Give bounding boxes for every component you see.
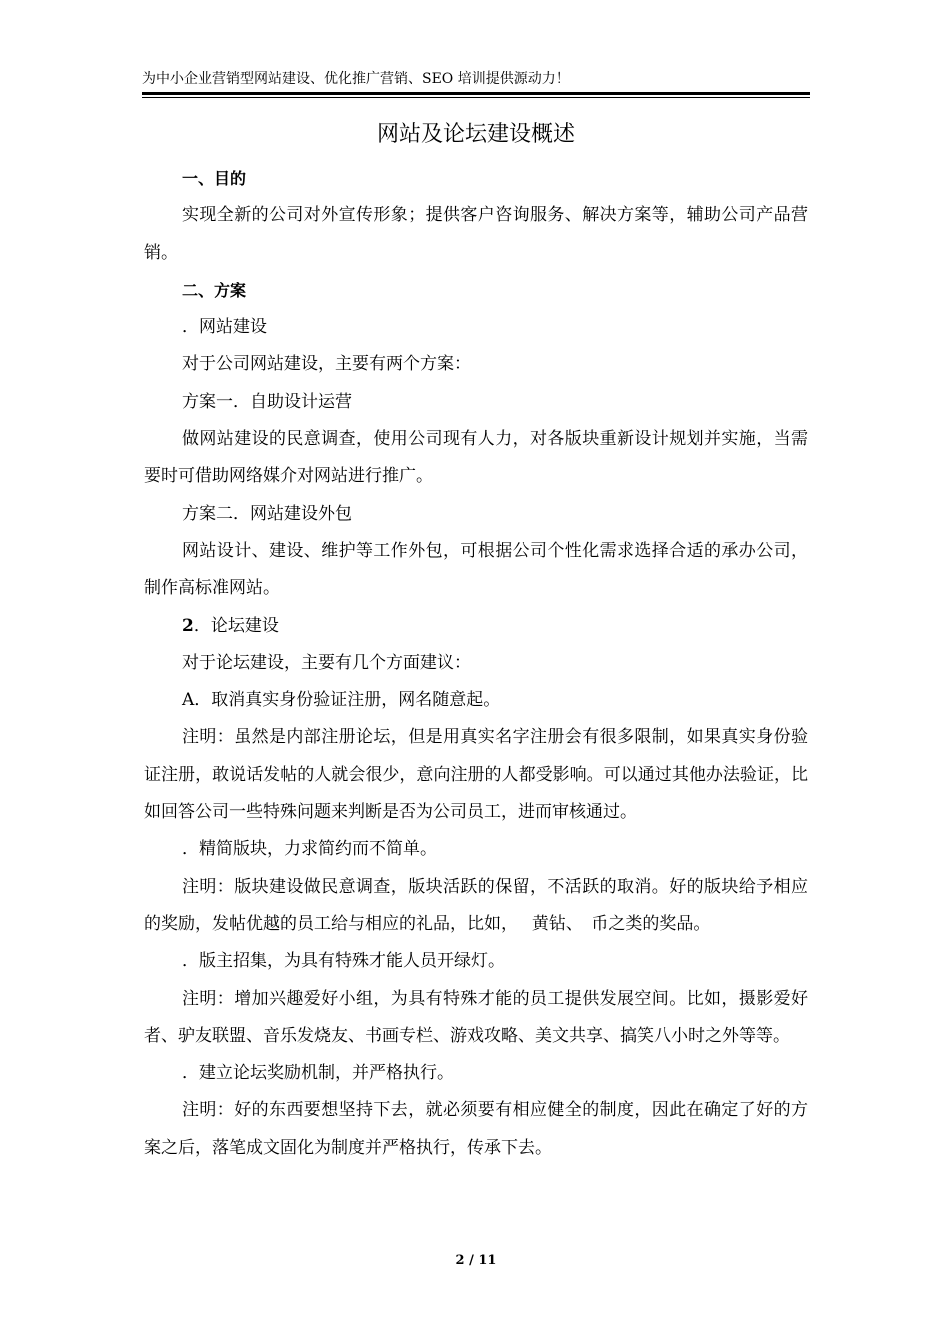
suggestion-a-note: 注明：虽然是内部注册论坛，但是用真实名字注册会有很多限制，如果真实身份验证注册，敢说话发帖的人就会很少，意向注册的人都受影响。可以通过其他办法验证，比如回答公司一些特殊问题来判断是否为公司员工，进而审核通过。 (144, 727, 808, 823)
page-number: 2 / 11 (455, 1253, 497, 1268)
option-one-title: 方案一．自助设计运营 (182, 391, 352, 412)
option-one-text: 做网站建设的民意调查，使用公司现有人力，对各版块重新设计规划并实施，当需要时可借助网络媒介对网站进行推广。 (144, 429, 808, 487)
paragraph-website-intro: 对于公司网站建设，主要有两个方案： (182, 354, 471, 375)
document-title: 网站及论坛建设概述 (376, 122, 575, 147)
document-body (144, 160, 808, 1167)
suggestion-b-title: ．精简版块，力求简约而不简单。 (182, 839, 437, 860)
suggestion-d-title: ．建立论坛奖励机制，并严格执行。 (182, 1063, 454, 1084)
subheading-forum-number: 2 (182, 615, 194, 636)
option-two-title: 方案二．网站建设外包 (182, 503, 352, 524)
subheading-forum-label: ．论坛建设 (193, 615, 279, 636)
section-heading-purpose: 一、目的 (182, 169, 247, 188)
header-rule-thick (142, 92, 810, 95)
suggestion-a-title: A．取消真实身份验证注册，网名随意起。 (182, 690, 501, 711)
page-header: 为中小企业营销型网站建设、优化推广营销、SEO 培训提供源动力！ (142, 71, 570, 87)
subheading-website: ．网站建设 (182, 317, 267, 338)
subheading-forum (144, 608, 808, 645)
suggestion-c-title: ．版主招集，为具有特殊才能人员开绿灯。 (182, 951, 505, 972)
suggestion-c-note: 注明：增加兴趣爱好小组，为具有特殊才能的员工提供发展空间。比如，摄影爱好者、驴友联盟、音乐发烧友、书画专栏、游戏攻略、美文共享、搞笑八小时之外等等。 (144, 988, 808, 1046)
suggestion-b-note: 注明：版块建设做民意调查，版块活跃的保留，不活跃的取消。好的版块给予相应的奖励，发帖优越的员工给与相应的礼品，比如， 黄钻、 币之类的奖品。 (144, 876, 808, 934)
option-two-text: 网站设计、建设、维护等工作外包，可根据公司个性化需求选择合适的承办公司，制作高标准网站。 (144, 540, 808, 599)
header-rule-thin (142, 97, 810, 98)
section-heading-plan: 二、方案 (182, 280, 247, 300)
suggestion-d-note: 注明：好的东西要想坚持下去，就必须要有相应健全的制度，因此在确定了好的方案之后，落笔成文固化为制度并严格执行，传承下去。 (144, 1100, 808, 1158)
paragraph-forum-intro: 对于论坛建设，主要有几个方面建议： (182, 652, 471, 673)
paragraph-purpose: 实现全新的公司对外宣传形象；提供客户咨询服务、解决方案等，辅助公司产品营销。 (144, 205, 808, 263)
